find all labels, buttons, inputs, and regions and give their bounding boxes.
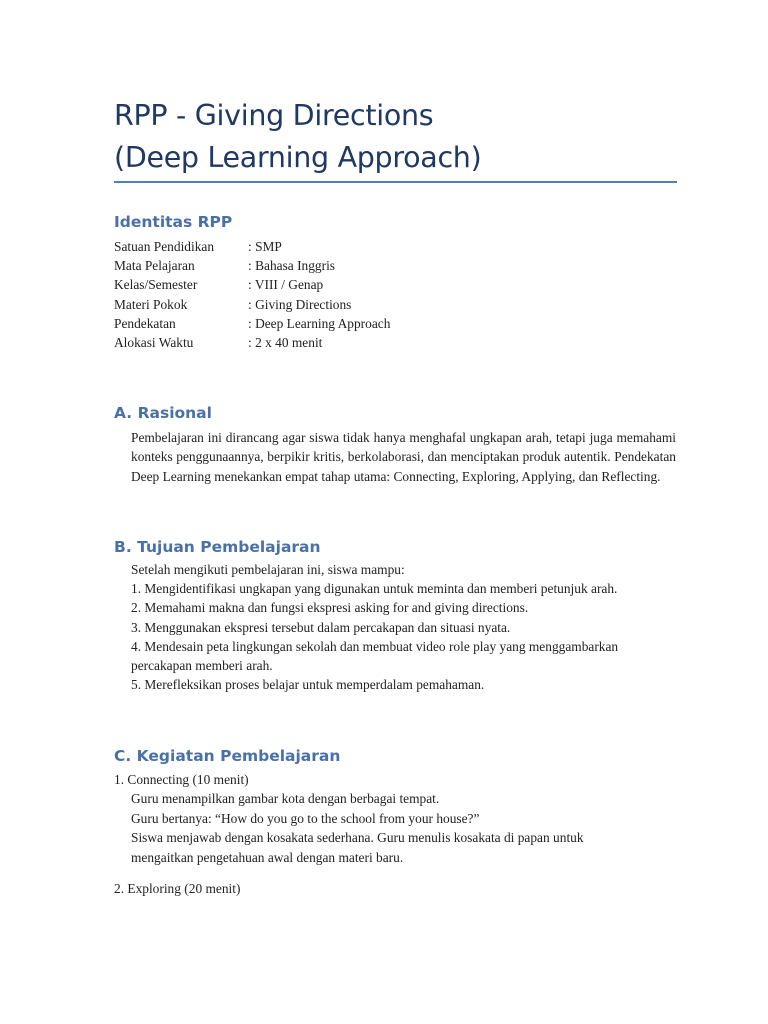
step-line: Guru bertanya: “How do you go to the school from your house?” xyxy=(131,810,480,826)
identitas-table xyxy=(114,237,390,352)
identitas-label: Satuan Pendidikan xyxy=(114,239,215,254)
kegiatan-step-exploring xyxy=(114,879,694,898)
step-title: 2. Exploring (20 menit) xyxy=(114,881,241,896)
identitas-value: : SMP xyxy=(248,239,282,254)
tujuan-item: 4. Mendesain peta lingkungan sekolah dan membuat video role play yang menggambarkan xyxy=(131,638,619,654)
identitas-row xyxy=(114,275,390,294)
tujuan-item: 5. Merefleksikan proses belajar untuk memperdalam pemahaman. xyxy=(131,677,485,693)
document-title xyxy=(114,95,694,179)
step-line: mengaitkan pengetahuan awal dengan materi baru. xyxy=(131,849,404,865)
identitas-value: : Giving Directions xyxy=(248,296,352,312)
identitas-row xyxy=(114,256,390,275)
tujuan-item: 3. Menggunakan ekspresi tersebut dalam percakapan dan situasi nyata. xyxy=(131,619,511,635)
tujuan-heading: B. Tujuan Pembelajaran xyxy=(114,538,321,556)
kegiatan-step-connecting xyxy=(114,770,694,867)
step-line: Guru menampilkan gambar kota dengan berbagai tempat. xyxy=(131,791,440,807)
identitas-label: Pendekatan xyxy=(114,315,176,331)
identitas-label: Kelas/Semester xyxy=(114,277,198,293)
identitas-value: : 2 x 40 menit xyxy=(248,334,323,350)
identitas-value: : Bahasa Inggris xyxy=(248,258,336,274)
step-title: 1. Connecting (10 menit) xyxy=(114,772,249,787)
tujuan-list xyxy=(131,560,691,694)
identitas-value: : VIII / Genap xyxy=(248,277,324,293)
title-line-1: RPP - Giving Directions xyxy=(114,99,434,132)
title-line-2: (Deep Learning Approach) xyxy=(114,141,482,174)
tujuan-item-continued: percakapan memberi arah. xyxy=(131,658,273,674)
identitas-heading: Identitas RPP xyxy=(114,213,233,231)
identitas-row xyxy=(114,333,390,352)
identitas-label: Alokasi Waktu xyxy=(114,334,194,350)
rasional-heading: A. Rasional xyxy=(114,404,212,422)
tujuan-item: 1. Mengidentifikasi ungkapan yang digunakan untuk meminta dan memberi petunjuk arah. xyxy=(131,581,618,597)
step-line: Siswa menjawab dengan kosakata sederhana. Guru menulis kosakata di papan untuk xyxy=(131,830,584,846)
identitas-label: Materi Pokok xyxy=(114,296,188,312)
tujuan-intro: Setelah mengikuti pembelajaran ini, siswa mampu: xyxy=(131,562,405,577)
identitas-label: Mata Pelajaran xyxy=(114,258,195,274)
identitas-value: : Deep Learning Approach xyxy=(248,315,391,331)
identitas-row xyxy=(114,314,390,333)
identitas-row xyxy=(114,237,390,256)
kegiatan-heading: C. Kegiatan Pembelajaran xyxy=(114,747,341,765)
identitas-row xyxy=(114,295,390,314)
tujuan-item: 2. Memahami makna dan fungsi ekspresi asking for and giving directions. xyxy=(131,600,529,616)
title-divider xyxy=(114,181,677,183)
rasional-paragraph: Pembelajaran ini dirancang agar siswa tidak hanya menghafal ungkapan arah, tetapi juga memahami konteks penggunaannya, berpikir kritis, berkolaborasi, dan menciptakan produk autentik. Pendekatan Deep Learning menekankan empat tahap utama: Connecting, Exploring, Applying, dan Reflecting. xyxy=(131,430,676,484)
